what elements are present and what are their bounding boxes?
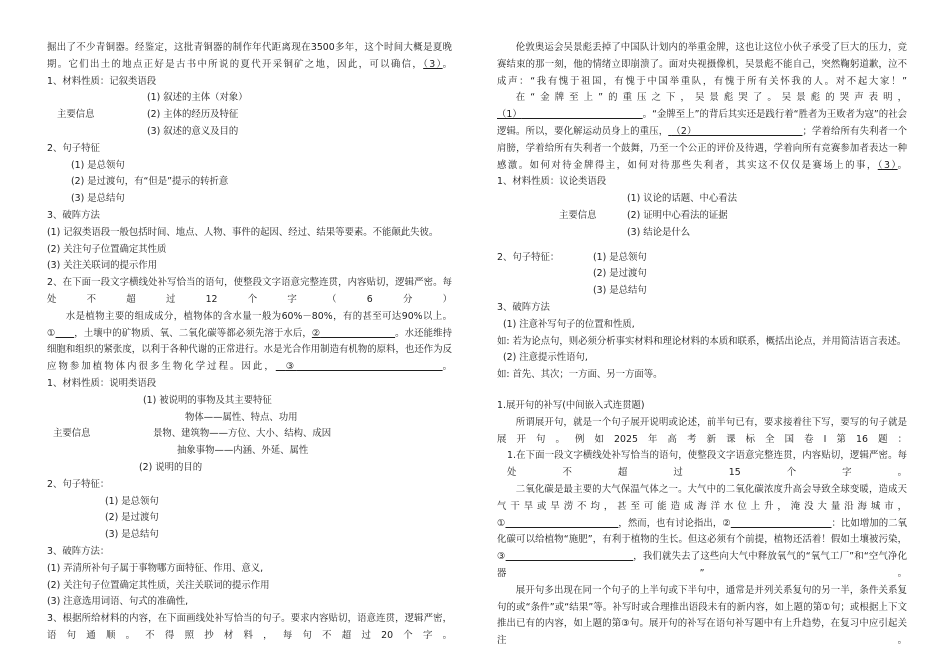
info-sub-item: 景物、建筑物——方位、大小、结构、成因: [153, 428, 332, 440]
section-title-method: 3、破阵方法: [47, 209, 100, 221]
gold-text-a: 在“金牌至上”的重压之下，吴景彪哭了。吴景彪的哭声表明，: [515, 92, 907, 104]
feature-item: (1) 是总领句: [593, 251, 647, 263]
left-paragraph-1-text: 掘出了不少青铜器。经鉴定，这批青铜器的制作年代距离现在3500多年，这个时间大概是夏晚期。它们出土的地点正好是古书中所说的夏代开采铜矿之地，因此，可以确信，: [47, 42, 452, 70]
info-item: (2) 说明的目的: [139, 461, 203, 473]
left-paragraph-1: [47, 40, 452, 74]
info-sub-item: 物体——属性、特点、功用: [185, 411, 298, 423]
answer-blank-1: [497, 109, 643, 120]
section-title-method: 3、破阵方法：: [47, 545, 110, 557]
answer-blank-3: （3）: [423, 58, 443, 70]
method-item: (3) 关注关联词的提示作用: [47, 260, 158, 272]
answer-blank-3: [276, 361, 443, 372]
spacer: [497, 242, 907, 250]
method-example: 如: 若为论点句，则必须分析事实材料和理论材料的本质和联系，概括出论点，并用简洁语言表述。: [497, 335, 907, 347]
expansion-intro: 所谓展开句，就是一个句子展开说明或论述，前半句已有，要求接着往下写，要写的句子就是展开句。例如2025年高考新课标全国卷Ⅰ第16题：: [497, 416, 907, 445]
co2-text-d: ，我们就失去了这些向大气中释放氧气的“氧气工厂”和“空气净化器”。: [497, 551, 908, 579]
blank-marker-3: ③: [285, 361, 297, 373]
method-item: (2) 注意提示性语句,: [503, 352, 588, 364]
method-item: (2) 关注句子位置确定其性质，关注关联词的提示作用: [47, 579, 270, 591]
co2-text-b: 然而，也有讨论指出，: [627, 517, 723, 529]
paragraph-end: 。: [442, 58, 452, 70]
method-example: 如: 首先、其次；一方面、另一方面等。: [497, 369, 663, 381]
feature-item: (3) 是总结句: [593, 285, 647, 297]
info-row: [47, 107, 452, 124]
info-row: [47, 443, 452, 460]
blank-marker-2: （2）: [671, 125, 697, 137]
question-2: 2、在下面一段文字横线处补写恰当的语句，使整段文字语意完整连贯，内容贴切，逻辑严密。每处不超过12个字（6分）: [47, 277, 452, 305]
section-title-method: 3、破阵方法: [497, 301, 550, 313]
left-column: [47, 40, 452, 645]
gold-medal-paragraph: [497, 90, 907, 174]
paragraph-end: 。: [442, 361, 452, 373]
section-title-argumentative: 1、材料性质：议论类语段: [497, 176, 607, 188]
water-text-b: ，土壤中的矿物质、氧、二氧化碳等都必须先溶于水后，: [74, 327, 312, 339]
example-question: 1.在下面一段文字横线处补写恰当的语句，使整段文字语意完整连贯，内容贴切，逻辑严密。每处不超过15个字。: [507, 450, 907, 479]
info-item: (1) 议论的话题、中心看法: [627, 193, 738, 205]
blank-marker-2: ②: [722, 517, 731, 529]
expansion-summary: 展开句多出现在同一个句子的上半句或下半句中，通常是并列关系复句的另一半，条件关系复句的或“条件”或“结果”等。补写时或合理推出语段未有的新内容，如上题的第①句；或根据上下文推出已有的内容，如上题的第③句。展开句的补写在语句补写题中有上升趋势，在复习中应引起关注。: [497, 584, 907, 647]
main-info-label: 主要信息: [559, 209, 597, 221]
section-title-sentence-features: 2、句子特征：: [497, 251, 560, 263]
info-row: [47, 410, 452, 427]
blank-marker-3: （3）: [877, 159, 898, 171]
section-title-explanatory: 1、材料性质：说明类语段: [47, 377, 157, 389]
spacer: [497, 384, 907, 398]
blank-marker-1: ①: [47, 327, 56, 339]
feature-item: (3) 是总结句: [105, 529, 159, 541]
main-info-label: 主要信息: [53, 428, 91, 440]
info-row: [497, 208, 907, 225]
info-item: (2) 主体的经历及特征: [147, 109, 239, 121]
info-row: [47, 460, 452, 477]
answer-blank-2: [312, 328, 395, 339]
section-title-narrative: 1、材料性质：记叙类语段: [47, 75, 157, 87]
answer-blank-3: [506, 551, 634, 562]
feature-item: (2) 是过渡句，有“但是”提示的转折意: [71, 176, 229, 188]
blank-marker-1: ①: [497, 517, 506, 529]
feature-item: (2) 是过渡句: [593, 268, 647, 280]
feature-row: [497, 266, 907, 283]
blank-marker-2: ②: [311, 327, 321, 339]
water-text-c: 。水还能维持细胞和组织的紧张度，以利于各种代谢的正常进行。水是光合作用制造有机物的原料，也还作为反应物参加植物体内很多生物化学过程。因此，: [47, 327, 452, 373]
co2-paragraph: 二氧化碳是最主要的大气保温气体之一。大气中的二氧化碳浓度升高会导致全球变暖，造成天气干旱或旱涝不均，甚至可能造成海洋水位上升，淹没大量沿海城市，① ，然而，也有讨论指出，② ：比如增加的二氧化碳可以给植物“施肥”，有利于植物的生长。但这必须有个前提，植物还活着！假如土壤被污染，③ ，我们就失去了这些向大气中释放氧气的“氧气工厂”和“空气净化器”。: [497, 483, 908, 579]
water-paragraph: [47, 309, 452, 376]
feature-item: (2) 是过渡句: [105, 512, 159, 524]
info-row: [47, 426, 452, 443]
answer-blank-1: [56, 328, 75, 339]
section-heading-expansion: 1.展开句的补写(中间嵌入式连贯题): [497, 399, 645, 411]
info-row: [497, 225, 907, 242]
method-item: (1) 弄清所补句子属于事物哪方面特征、作用、意义,: [47, 562, 264, 574]
water-text-a: 水是植物主要的组成成分，植物体的含水量一般为60%－80%，有的甚至可达90%以上。: [65, 310, 452, 322]
info-item: (3) 结论是什么: [627, 226, 691, 238]
main-info-label: 主要信息: [57, 109, 95, 121]
co2-text-c: ：比如增加的二氧化碳可以给植物“施肥”，有利于植物的生长。但这必须有个前提，植物还活着！假如土壤被污染，: [497, 517, 908, 546]
method-item: (3) 注意选用词语、句式的准确性,: [47, 596, 189, 608]
olympics-paragraph: 伦敦奥运会吴景彪丢掉了中国队计划内的举重金牌，这也让这位小伙子承受了巨大的压力，竞赛结束的那一刻，他的情绪立即崩溃了。面对央视摄像机，吴景彪不能自己，突然鞠躬道歉，泣不成声：“我有愧于祖国，有愧于中国举重队，有愧于所有关怀我的人。对不起大家！”: [497, 42, 907, 87]
co2-text-a: 二氧化碳是最主要的大气保温气体之一。大气中的二氧化碳浓度升高会导致全球变暖，造成天气干旱或旱涝不均，甚至可能造成海洋水位上升，淹没大量沿海城市，: [497, 483, 907, 512]
info-sub-item: 抽象事物——内涵、外延、属性: [177, 445, 309, 457]
answer-blank-2: [731, 518, 832, 529]
right-column: [497, 40, 907, 650]
feature-item: (1) 是总领句: [105, 495, 159, 507]
info-item: (2) 证明中心看法的证据: [627, 209, 728, 221]
section-title-sentence-features: 2、句子特征：: [47, 478, 110, 490]
info-item: (1) 被说明的事物及其主要特征: [143, 394, 272, 406]
answer-blank-3: [878, 160, 898, 171]
info-item: (3) 叙述的意义及目的: [147, 125, 239, 137]
info-row: [47, 90, 452, 107]
answer-blank-1: [505, 518, 618, 529]
feature-row: [497, 283, 907, 300]
method-item: (2) 关注句子位置确定其性质: [47, 243, 167, 255]
feature-item: (1) 是总领句: [71, 159, 125, 171]
feature-row: [497, 250, 907, 267]
question-3: 3、根据所给材料的内容，在下面画线处补写恰当的句子。要求内容贴切，语意连贯，逻辑严密，语句通顺。不得照抄材料，每句不超过20个字。: [47, 613, 452, 641]
blank-marker-3: ③: [497, 551, 506, 563]
info-item: (1) 叙述的主体（对象）: [147, 92, 248, 104]
section-title-sentence-features: 2、句子特征: [47, 142, 100, 154]
answer-blank-2: [668, 126, 802, 137]
info-row: [47, 124, 452, 141]
info-row: [497, 191, 907, 208]
method-item: (1) 记叙类语段一般包括时间、地点、人物、事件的起因、经过、结果等要素。不能颠此失彼。: [47, 226, 439, 238]
info-row: [47, 393, 452, 410]
feature-item: (3) 是总结句: [71, 193, 125, 205]
blank-marker-1: （1）: [497, 109, 522, 121]
paragraph-end: 。: [897, 159, 907, 171]
gold-text-c: ；学着给所有失利者一个肩膀，学着给所有失利者一个鼓舞，乃至一个公正的评价及待遇，学着向所有竞赛参加者表达一种感激。如何对待金牌得主，如何对待那些失利者，其实这不仅仅是赛场上的事，: [497, 125, 907, 171]
method-item: (1) 注意补写句子的位置和性质,: [503, 318, 635, 330]
gold-text-b: 。“金牌至上”的背后其实还是践行着“胜者为王败者为寇”的社会逻辑。所以，要化解运动员身上的重压，: [497, 109, 908, 137]
